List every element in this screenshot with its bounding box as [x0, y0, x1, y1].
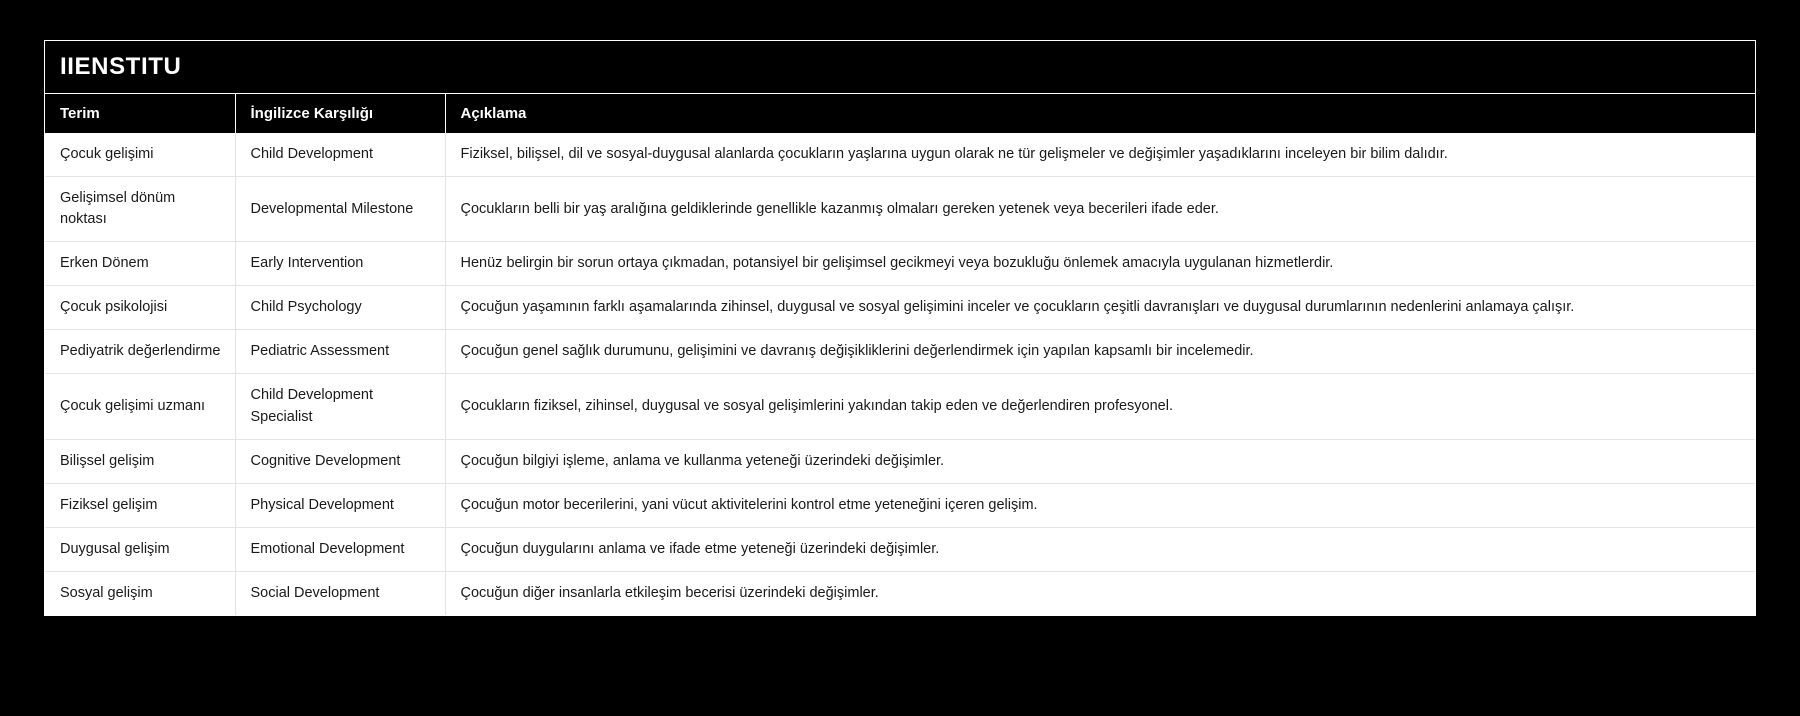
cell-term: Duygusal gelişim [45, 527, 235, 571]
table-row [45, 133, 1755, 177]
cell-description: Çocuğun yaşamının farklı aşamalarında zihinsel, duygusal ve sosyal gelişimini inceler ve çocukların çeşitli davranışları ve duygusal durumlarının nedenlerini anlamaya çalışır. [445, 286, 1755, 330]
cell-description: Fiziksel, bilişsel, dil ve sosyal-duygusal alanlarda çocukların yaşlarına uygun olarak ne tür gelişmeler ve değişimler yaşadıklarını inceleyen bir bilim dalıdır. [445, 133, 1755, 177]
cell-description: Henüz belirgin bir sorun ortaya çıkmadan, potansiyel bir gelişimsel gecikmeyi veya bozukluğu önlemek amacıyla uygulanan hizmetlerdir. [445, 242, 1755, 286]
table-row [45, 242, 1755, 286]
table-row [45, 483, 1755, 527]
cell-english: Child Psychology [235, 286, 445, 330]
table-body [45, 133, 1755, 614]
cell-english: Social Development [235, 571, 445, 615]
table-row [45, 330, 1755, 374]
glossary-table [45, 94, 1755, 614]
cell-english: Early Intervention [235, 242, 445, 286]
brand-title: IIENSTITU [60, 53, 182, 80]
column-header-term: Terim [45, 94, 235, 133]
cell-english: Child Development Specialist [235, 374, 445, 439]
cell-english: Developmental Milestone [235, 177, 445, 242]
cell-term: Bilişsel gelişim [45, 439, 235, 483]
cell-english: Physical Development [235, 483, 445, 527]
brand-header [45, 41, 1755, 94]
cell-term: Gelişimsel dönüm noktası [45, 177, 235, 242]
cell-term: Çocuk psikolojisi [45, 286, 235, 330]
cell-english: Emotional Development [235, 527, 445, 571]
cell-english: Pediatric Assessment [235, 330, 445, 374]
cell-term: Pediyatrik değerlendirme [45, 330, 235, 374]
cell-description: Çocuğun genel sağlık durumunu, gelişimini ve davranış değişikliklerini değerlendirmek için yapılan kapsamlı bir incelemedir. [445, 330, 1755, 374]
column-header-english-equivalent: İngilizce Karşılığı [235, 94, 445, 133]
cell-term: Sosyal gelişim [45, 571, 235, 615]
table-row [45, 527, 1755, 571]
cell-english: Child Development [235, 133, 445, 177]
cell-description: Çocukların fiziksel, zihinsel, duygusal ve sosyal gelişimlerini yakından takip eden ve değerlendiren profesyonel. [445, 374, 1755, 439]
glossary-card [44, 40, 1756, 616]
cell-description: Çocuğun diğer insanlarla etkileşim becerisi üzerindeki değişimler. [445, 571, 1755, 615]
cell-description: Çocuğun bilgiyi işleme, anlama ve kullanma yeteneği üzerindeki değişimler. [445, 439, 1755, 483]
column-header-description: Açıklama [445, 94, 1755, 133]
table-row [45, 177, 1755, 242]
table-row [45, 571, 1755, 615]
cell-english: Cognitive Development [235, 439, 445, 483]
cell-term: Fiziksel gelişim [45, 483, 235, 527]
table-row [45, 286, 1755, 330]
cell-description: Çocuğun duygularını anlama ve ifade etme yeteneği üzerindeki değişimler. [445, 527, 1755, 571]
table-header-row [45, 94, 1755, 133]
cell-term: Çocuk gelişimi uzmanı [45, 374, 235, 439]
cell-term: Çocuk gelişimi [45, 133, 235, 177]
cell-description: Çocukların belli bir yaş aralığına geldiklerinde genellikle kazanmış olmaları gereken yetenek veya becerileri ifade eder. [445, 177, 1755, 242]
table-header [45, 94, 1755, 133]
table-row [45, 439, 1755, 483]
cell-term: Erken Dönem [45, 242, 235, 286]
cell-description: Çocuğun motor becerilerini, yani vücut aktivitelerini kontrol etme yeteneğini içeren gelişim. [445, 483, 1755, 527]
table-row [45, 374, 1755, 439]
